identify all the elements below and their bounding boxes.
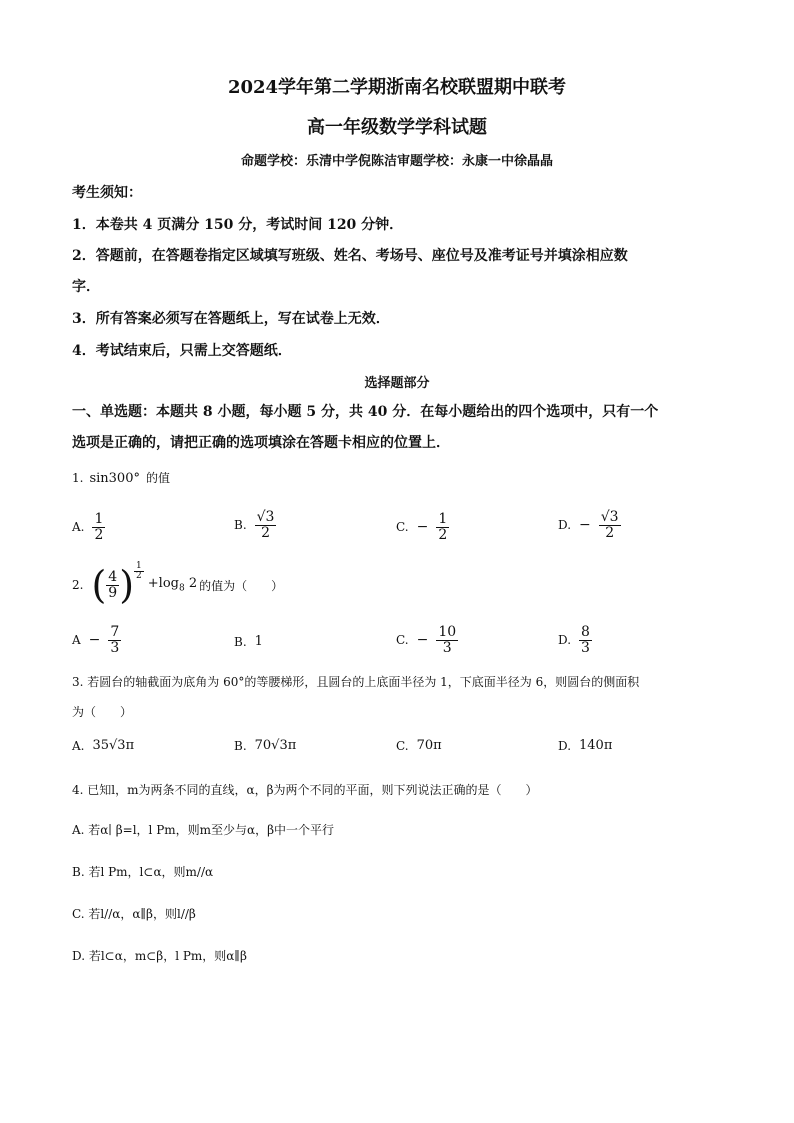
notice-heading: 考生须知： bbox=[72, 185, 142, 201]
question-1-option-a[interactable] bbox=[72, 512, 105, 542]
question-2-option-b[interactable]: B. 1 bbox=[234, 634, 263, 649]
question-1-option-c[interactable]: C. − $\frac{1}{2}$ bbox=[396, 511, 448, 543]
option-label: C. bbox=[396, 738, 409, 753]
option-label: C. bbox=[396, 520, 409, 535]
notice-item: 3．所有答案必须写在答题纸上，写在试卷上无效． bbox=[72, 311, 390, 327]
exponent-fraction: $\frac{1}{2}$ bbox=[136, 561, 142, 582]
question-number: 2. bbox=[72, 578, 84, 592]
question-2-option-a[interactable]: A − $\frac{7}{3}$ bbox=[72, 624, 120, 656]
fraction: $\frac{1}{2}$ bbox=[94, 511, 104, 543]
fraction: $\frac{10}{3}$ bbox=[438, 624, 457, 656]
math-expression: sin300° bbox=[89, 471, 140, 486]
question-4-option-a[interactable]: A. 若α∣ β=l，l Pm，则m至少与α，β中一个平行 bbox=[72, 823, 335, 837]
question-2-option-c[interactable]: C. − $\frac{10}{3}$ bbox=[396, 624, 457, 656]
option-label: D. bbox=[558, 738, 572, 753]
question-suffix: 的值 bbox=[145, 471, 170, 485]
exam-authors: 命题学校：乐清中学倪陈洁审题学校：永康一中徐晶晶 bbox=[240, 154, 553, 169]
option-label: D. bbox=[558, 518, 572, 533]
question-4-option-b[interactable]: B. 若l Pm，l⊂α，则m//α bbox=[72, 865, 214, 879]
option-label: B. bbox=[234, 738, 247, 753]
option-label: A bbox=[72, 633, 81, 648]
option-label: A. bbox=[72, 738, 85, 753]
question-4-option-d[interactable]: D. 若l⊂α，m⊂β，l Pm，则α∥β bbox=[72, 949, 247, 963]
fraction: $\frac{4}{9}$ bbox=[108, 568, 118, 601]
option-label: B. bbox=[234, 634, 247, 649]
question-4-stem: 4. 已知l，m为两条不同的直线，α，β为两个不同的平面，则下列说法正确的是（ ） bbox=[72, 783, 538, 797]
notice-item: 4．考试结束后，只需上交答题纸． bbox=[72, 343, 292, 359]
option-label: D. bbox=[558, 633, 572, 648]
option-label: C. bbox=[396, 633, 409, 648]
notice-item: 字． bbox=[72, 279, 100, 295]
question-number: 1. bbox=[72, 471, 84, 485]
question-3-option-b[interactable]: B. 70√3π bbox=[234, 738, 297, 753]
exam-subtitle: 高一年级数学学科试题 bbox=[307, 117, 487, 138]
notice-item: 2．答题前，在答题卷指定区域填写班级、姓名、考场号、座位号及准考证号并填涂相应数 bbox=[72, 248, 628, 264]
question-3-stem: 3. 若圆台的轴截面为底角为 60°的等腰梯形，且圆台的上底面半径为 1，下底面半径为 6，则圆台的侧面积 bbox=[72, 675, 640, 689]
question-3-stem-cont: 为（ ） bbox=[72, 705, 133, 719]
question-2-option-d[interactable] bbox=[558, 625, 592, 655]
question-4-option-c[interactable]: C. 若l//α，α∥β，则l//β bbox=[72, 907, 196, 921]
section-instructions: 一、单选题：本题共 8 小题，每小题 5 分，共 40 分．在每小题给出的四个选项中，只有一个 bbox=[72, 404, 659, 420]
question-1-option-b[interactable] bbox=[234, 510, 276, 540]
log-term: $+\log_8$ 2 bbox=[147, 576, 198, 594]
notice-item: 1．本卷共 4 页满分 150 分，考试时间 120 分钟． bbox=[72, 217, 404, 233]
exam-title: 2024学年第二学期浙南名校联盟期中联考 bbox=[227, 77, 567, 98]
question-3-option-d[interactable]: D. 140π bbox=[558, 738, 613, 753]
question-1-stem bbox=[72, 469, 170, 486]
question-1-option-d[interactable]: D. − $\frac{√3}{2}$ bbox=[558, 509, 619, 541]
fraction: $\frac{1}{2}$ bbox=[438, 511, 448, 543]
question-suffix: 的值为（ ） bbox=[199, 578, 284, 593]
fraction: $\frac{8}{3}$ bbox=[581, 624, 590, 656]
fraction: $\frac{7}{3}$ bbox=[110, 624, 120, 656]
fraction: $\frac{√3}{2}$ bbox=[256, 509, 275, 541]
option-label: A. bbox=[72, 520, 85, 535]
section-instructions: 选项是正确的，请把正确的选项填涂在答题卡相应的位置上． bbox=[72, 435, 450, 451]
question-3-option-c[interactable]: C. 70π bbox=[396, 738, 442, 753]
question-2-stem: 2. ( $\frac{4}{9}$ ) $\frac{1}{2}$ $+\log_8$ 2 的值为（ ） bbox=[72, 561, 284, 607]
question-3-option-a[interactable]: A. 35√3π bbox=[72, 738, 135, 753]
option-label: B. bbox=[234, 518, 247, 533]
section-title: 选择题部分 bbox=[364, 376, 430, 391]
fraction: $\frac{√3}{2}$ bbox=[600, 509, 619, 541]
